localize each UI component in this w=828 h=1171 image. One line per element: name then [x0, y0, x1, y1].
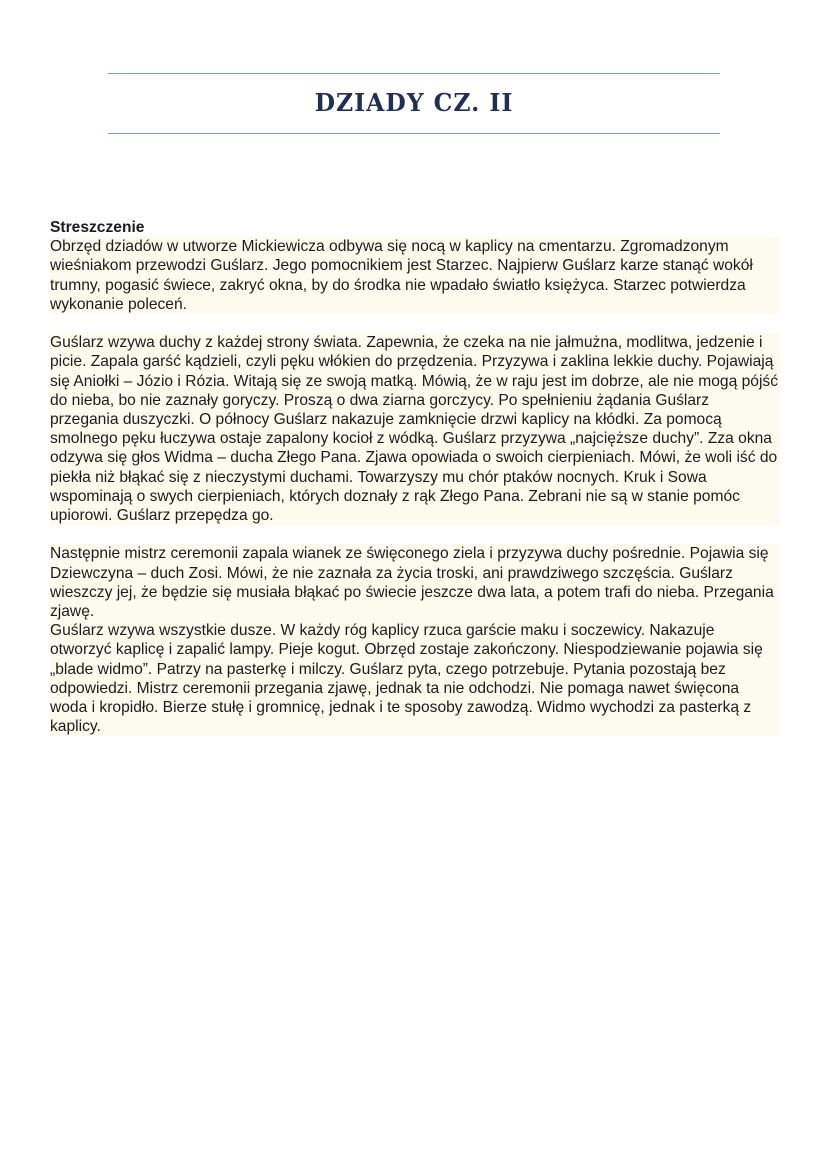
title-top-rule: [108, 73, 720, 74]
paragraph-spacer: [50, 314, 780, 333]
paragraph-3: Następnie mistrz ceremonii zapala wianek ze święconego ziela i przyzywa duchy pośrednie. Pojawia się Dziewczyna – duch Zosi. Mówi, że nie zaznała za życia troski, ani prawdziwego szczęścia. Guślarz wieszczy jej, że będzie się musiała błąkać po świecie jeszcze dwa lata, a potem trafi do nieba. Przegania zjawę.: [50, 544, 780, 621]
section-heading: Streszczenie: [50, 219, 145, 236]
paragraph-4: Guślarz wzywa wszystkie dusze. W każdy róg kaplicy rzuca garście maku i soczewicy. Nakazuje otworzyć kaplicę i zapalić lampy. Pieje kogut. Obrzęd zostaje zakończony. Niespodziewanie pojawia się „blade widmo”. Patrzy na pasterkę i milczy. Guślarz pyta, czego potrzebuje. Pytania pozostają bez odpowiedzi. Mistrz ceremonii przegania zjawę, jednak ta nie odchodzi. Nie pomaga nawet święcona woda i kropidło. Bierze stułę i gromnicę, jednak i te sposoby zawodzą. Widmo wychodzi za pasterką z kaplicy.: [50, 621, 780, 736]
paragraph-1: Obrzęd dziadów w utworze Mickiewicza odbywa się nocą w kaplicy na cmentarzu. Zgromadzonym wieśniakom przewodzi Guślarz. Jego pomocnikiem jest Starzec. Najpierw Guślarz karze stanąć wokół trumny, pogasić świece, zakryć okna, by do środka nie wpadało światło księżyca. Starzec potwierdza wykonanie poleceń.: [50, 237, 780, 314]
document-body: [50, 218, 780, 736]
title-bottom-rule: [108, 133, 720, 134]
paragraph-2: Guślarz wzywa duchy z każdej strony świata. Zapewnia, że czeka na nie jałmużna, modlitwa, jedzenie i picie. Zapala garść kądzieli, czyli pęku włókien do przędzenia. Przyzywa i zaklina lekkie duchy. Pojawiają się Aniołki – Józio i Rózia. Witają się ze swoją matką. Mówią, że w raju jest im dobrze, ale nie mogą pójść do nieba, bo nie zaznały goryczy. Proszą o dwa ziarna gorczycy. Po spełnieniu żądania Guślarz przegania duszyczki. O północy Guślarz nakazuje zamknięcie drzwi kaplicy na kłódki. Za pomocą smolnego pęku łuczywa ostaje zapalony kocioł z wódką. Guślarz przyzywa „najcięższe duchy”. Zza okna odzywa się głos Widma – ducha Złego Pana. Zjawa opowiada o swoich cierpieniach. Mówi, że woli iść do piekła niż błąkać się z nieczystymi duchami. Towarzyszy mu chór ptaków nocnych. Kruk i Sowa wspominają o swych cierpieniach, których doznały z rąk Złego Pana. Zebrani nie są w stanie pomóc upiorowi. Guślarz przepędza go.: [50, 334, 779, 525]
document-title: DZIADY CZ. II: [314, 88, 514, 117]
paragraph-spacer: [50, 525, 780, 544]
